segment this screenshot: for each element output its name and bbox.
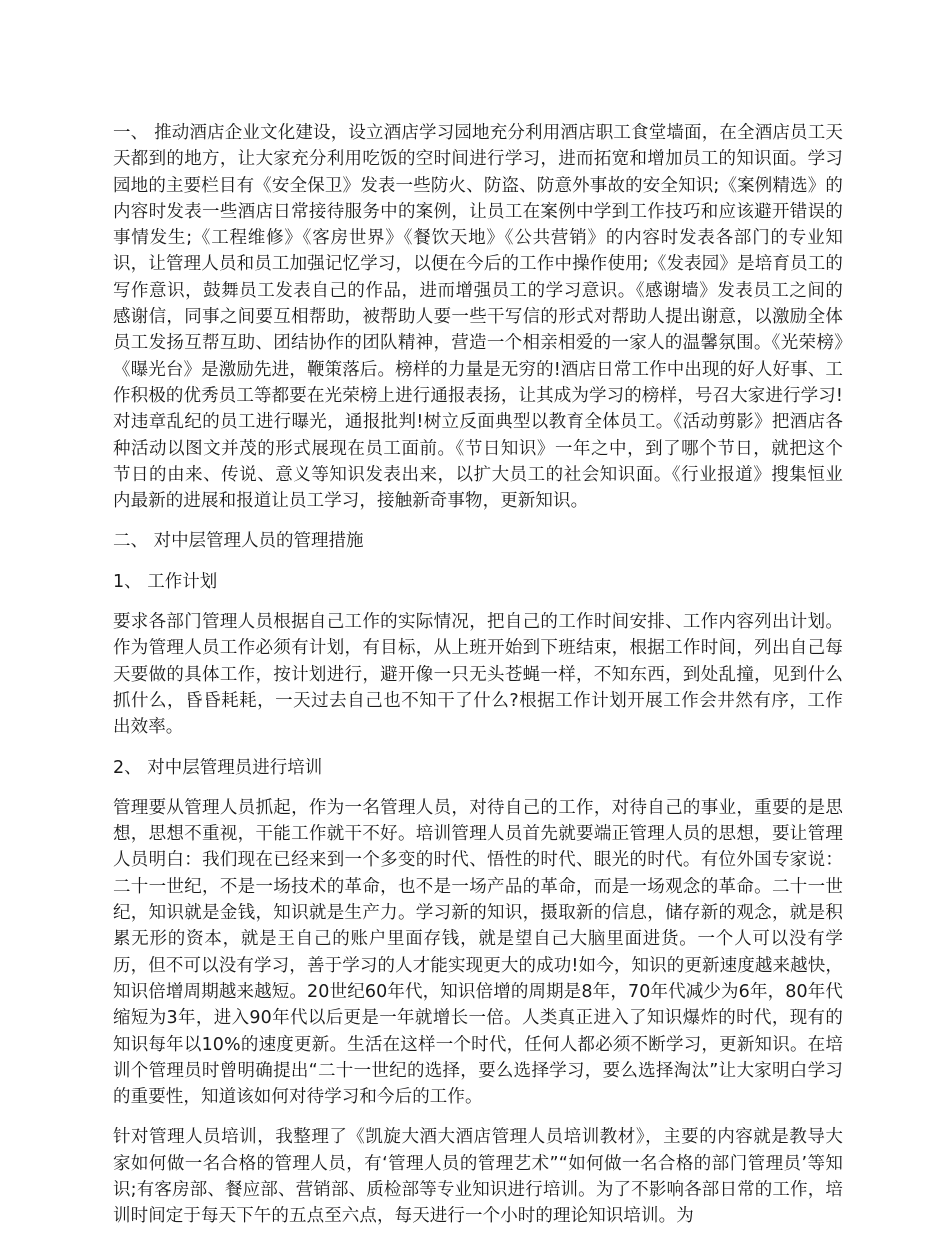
heading-section-two: 二、 对中层管理人员的管理措施 xyxy=(113,531,364,552)
heading-manager-training: 2、 对中层管理员进行培训 xyxy=(113,757,323,778)
paragraph-manager-training: 管理要从管理人员抓起，作为一名管理人员，对待自己的工作，对待自己的事业，重要的是思想，思想不重视，干能工作就干不好。培训管理人员首先就要端正管理人员的思想，要让管理人员明白：我们现在已经来到一个多变的时代、悟性的时代、眼光的时代。有位外国专家说：二十一世纪，不是一场技术的革命，也不是一场产品的革命，而是一场观念的革命。二十一世纪，知识就是金钱，知识就是生产力。学习新的知识，摄取新的信息，储存新的观念，就是积累无形的资本，就是王自己的账户里面存钱，就是望自己大脑里面进货。一个人可以没有学历，但不可以没有学习，善于学习的人才能实现更大的成功!如今，知识的更新速度越来越快，知识倍增周期越来越短。20世纪60年代，知识倍增的周期是8年，70年代减少为6年，80年代缩短为3年，进入90年代以后更是一年就增长一倍。人类真正进入了知识爆炸的时代，现有的知识每年以10%的速度更新。生活在这样一个时代，任何人都必须不断学习，更新知识。在培训个管理员时曾明确提出“二十一世纪的选择，要么选择学习，要么选择淘汰”让大家明白学习的重要性，知道该如何对待学习和今后的工作。 xyxy=(113,797,843,1108)
paragraph-work-plan: 要求各部门管理人员根据自己工作的实际情况，把自己的工作时间安排、工作内容列出计划。作为管理人员工作必须有计划，有目标，从上班开始到下班结束，根据工作时间，列出自己每天要做的具体工作，按计划进行，避开像一只无头苍蝇一样，不知东西，到处乱撞，见到什么抓什么，昏昏耗耗，一天过去自己也不知干了什么?根据工作计划开展工作会井然有序，工作出效率。 xyxy=(113,612,843,738)
paragraph-culture-learning-garden: 一、 推动酒店企业文化建设，设立酒店学习园地充分利用酒店职工食堂墙面，在全酒店员工天天都到的地方，让大家充分利用吃饭的空时间进行学习，进而拓宽和增加员工的知识面。学习园地的主要栏目有《安全保卫》发表一些防火、防盗、防意外事故的安全知识;《案例精选》的内容时发表一些酒店日常接待服务中的案例，让员工在案例中学到工作技巧和应该避开错误的事情发生;《工程维修》《客房世界》《餐饮天地》《公共营销》的内容时发表各部门的专业知识，让管理人员和员工加强记忆学习，以便在今后的工作中操作使用;《发表园》是培育员工的写作意识，鼓舞员工发表自己的作品，进而增强员工的学习意识。《感谢墙》发表员工之间的感谢信，同事之间要互相帮助，被帮助人要一些干写信的形式对帮助人提出谢意，以激励全体员工发扬互帮互助、团结协作的团队精神，营造一个相亲相爱的一家人的温馨氛围。《光荣榜》《曝光台》是激励先进，鞭策落后。榜样的力量是无穷的!酒店日常工作中出现的好人好事、工作积极的优秀员工等都要在光荣榜上进行通报表扬，让其成为学习的榜样，号召大家进行学习!对违章乱纪的员工进行曝光，通报批判!树立反面典型以教育全体员工。《活动剪影》把酒店各种活动以图文并茂的形式展现在员工面前。《节日知识》一年之中，到了哪个节日，就把这个节日的由来、传说、意义等知识发表出来，以扩大员工的社会知识面。《行业报道》搜集恒业内最新的进展和报道让员工学习，接触新奇事物，更新知识。 xyxy=(113,123,843,512)
paragraph-training-materials: 针对管理人员培训，我整理了《凯旋大酒大酒店管理人员培训教材》，主要的内容就是教导大家如何做一名合格的管理人员，有‘管理人员的管理艺术”“如何做一名合格的部门管理员’等知识;有客房部、餐应部、营销部、质检部等专业知识进行培训。为了不影响各部日常的工作，培训时间定于每天下午的五点至六点，每天进行一个小时的理论知识培训。为 xyxy=(113,1127,843,1227)
heading-work-plan: 1、 工作计划 xyxy=(113,571,218,592)
document-page xyxy=(113,120,843,1244)
